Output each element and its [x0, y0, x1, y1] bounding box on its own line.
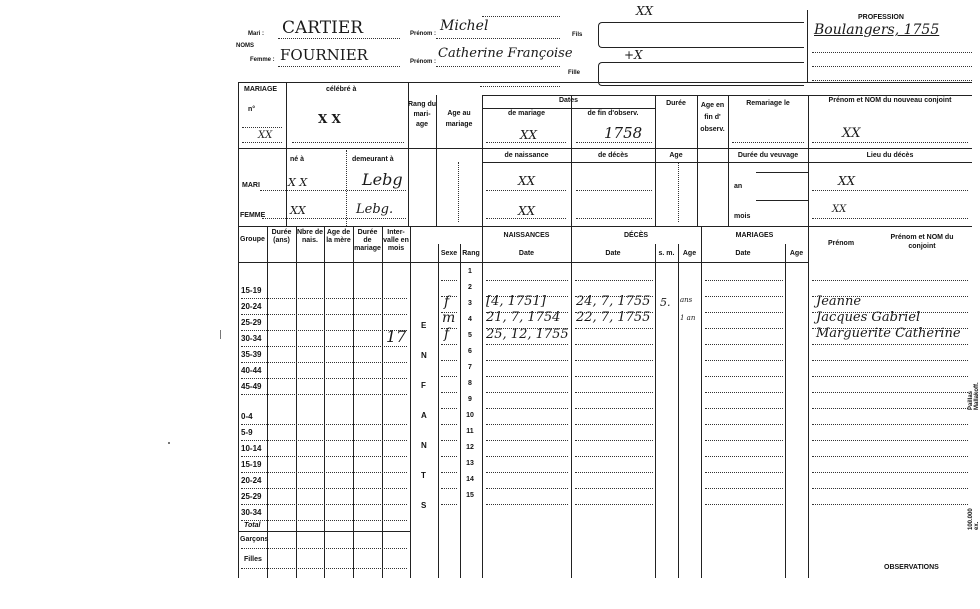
row-line	[812, 504, 968, 505]
row-line	[441, 488, 457, 489]
femme-naissance-value: XX	[518, 204, 536, 218]
row-line	[705, 296, 783, 297]
child-2-naissance: 21, 7, 1754	[486, 310, 561, 325]
demeurant-a-label: demeurant à	[352, 156, 394, 163]
row-line	[241, 314, 407, 315]
row-line	[241, 488, 407, 489]
nouveau-conjoint-label: Prénom et NOM du nouveau conjoint	[828, 97, 952, 104]
row-line	[575, 392, 653, 393]
row-line	[241, 472, 407, 473]
enfants-letter: N	[421, 441, 427, 450]
row-line	[441, 424, 457, 425]
femme-row-label: FEMME	[240, 212, 266, 219]
ne-a-label: né à	[290, 156, 305, 163]
row-line	[486, 488, 568, 489]
age-group: 5-9	[241, 428, 253, 437]
row-line	[812, 424, 968, 425]
row-line	[812, 280, 968, 281]
row-line	[441, 440, 457, 441]
fille-label: Fille	[568, 70, 581, 76]
rang-number: 2	[468, 284, 472, 291]
rang-number: 5	[468, 332, 472, 339]
child-1-sm: 5.	[660, 296, 671, 309]
row-line	[241, 394, 407, 395]
de-deces-label: de décès	[598, 152, 628, 159]
nbre-nais-header: Nbre de nais.	[296, 229, 324, 244]
child-1-deces: 24, 7, 1755	[576, 294, 651, 309]
row-line	[705, 472, 783, 473]
interval-value: 17	[386, 327, 407, 346]
de-naissance-label: de naissance	[504, 152, 549, 159]
mari-dem-value: Lebg	[362, 170, 403, 189]
row-line	[241, 548, 407, 549]
sexe-header: Sexe	[440, 250, 458, 257]
row-line	[486, 360, 568, 361]
age-fin-label: Age en fin d' observ.	[700, 102, 725, 133]
prenom-label-2: Prénom :	[410, 59, 437, 65]
observations-label: OBSERVATIONS	[884, 564, 939, 571]
age-mariage-label: Age au mariage	[445, 110, 473, 128]
prenom-label: Prénom :	[410, 31, 437, 37]
row-line	[441, 504, 457, 505]
age-group: 20-24	[241, 476, 262, 485]
profession-label: PROFESSION	[858, 14, 904, 21]
lieu-deces-label: Lieu du décès	[866, 152, 914, 159]
rang-mariage-label: Rang du mari-age	[408, 101, 436, 128]
row-line	[705, 376, 783, 377]
enfants-letter: T	[421, 471, 426, 480]
row-line	[705, 344, 783, 345]
row-line	[705, 488, 783, 489]
row-line	[705, 392, 783, 393]
row-line	[241, 330, 407, 331]
date-mariage-value: XX	[520, 128, 538, 142]
row-line	[705, 312, 783, 313]
mariage-title: MARIAGE	[244, 86, 278, 93]
age-group: 25-29	[241, 492, 262, 501]
total-line	[238, 531, 410, 532]
row-line	[705, 440, 783, 441]
rang-number: 3	[468, 300, 472, 307]
child-3-naissance: 25, 12, 1755	[486, 327, 569, 342]
row-line	[241, 298, 407, 299]
age-group: 30-34	[241, 334, 262, 343]
row-line	[486, 456, 568, 457]
mariages-header: MARIAGES	[735, 232, 774, 239]
row-line	[241, 424, 407, 425]
print-count: 100.000 ex.	[968, 508, 980, 530]
rang-number: 6	[468, 348, 472, 355]
row-line	[241, 440, 407, 441]
profession-value: Boulangers, 1755	[814, 22, 940, 38]
child-1-naissance: [4, 1751]	[486, 294, 546, 309]
dates-label: Dates	[558, 97, 579, 104]
mari-ne-value: X X	[288, 176, 308, 189]
age-group: 0-4	[241, 412, 253, 421]
row-line	[812, 360, 968, 361]
row-line	[241, 378, 407, 379]
lieu-deces-value: XX	[838, 174, 856, 188]
celebre-label: célébré à	[326, 86, 357, 93]
age-group: 10-14	[241, 444, 262, 453]
row-line	[575, 456, 653, 457]
age-group: 40-44	[241, 366, 262, 375]
row-line	[812, 408, 968, 409]
femme-prenom: Catherine Françoise	[438, 46, 573, 61]
age-group: 45-49	[241, 382, 262, 391]
row-line	[812, 456, 968, 457]
row-line	[575, 280, 653, 281]
row-line	[575, 472, 653, 473]
filles-label: Filles	[244, 556, 262, 563]
rang-header: Rang	[462, 250, 480, 257]
date-header-mariage: Date	[735, 250, 751, 257]
child-1-prenom: Jeanne	[816, 294, 862, 309]
femme-dem-value: Lebg.	[356, 202, 394, 217]
row-line	[486, 280, 568, 281]
child-1-sexe: f	[444, 294, 450, 310]
age-group: 25-29	[241, 318, 262, 327]
no-label: n°	[248, 106, 256, 113]
row-line	[441, 408, 457, 409]
row-line	[812, 376, 968, 377]
femme-surname: FOURNIER	[280, 46, 368, 64]
de-mariage-label: de mariage	[508, 110, 545, 117]
duree-label: Durée	[666, 100, 686, 107]
rang-number: 8	[468, 380, 472, 387]
row-line	[241, 362, 407, 363]
age-group: 15-19	[241, 460, 262, 469]
row-line	[241, 346, 407, 347]
date-header-deces: Date	[605, 250, 621, 257]
fils-label: Fils	[572, 32, 583, 38]
age-header-mariage: Age	[789, 250, 804, 257]
prenom-header: Prénom	[828, 240, 855, 247]
row-line	[486, 504, 568, 505]
row-line	[486, 344, 568, 345]
sm-header: s. m.	[658, 250, 675, 257]
row-line	[575, 488, 653, 489]
row-line	[705, 408, 783, 409]
nouveau-conjoint-value: XX	[842, 126, 861, 141]
rang-number: 11	[466, 428, 474, 435]
child-2-prenom: Jacques Gabriel	[816, 310, 921, 325]
femme-label: Femme :	[250, 57, 275, 63]
rang-number: 12	[466, 444, 474, 451]
row-line	[575, 504, 653, 505]
age-group: 20-24	[241, 302, 262, 311]
child-2-age: 1 an	[680, 314, 696, 322]
enfants-letter: E	[421, 321, 427, 330]
mark-mid: +X	[624, 48, 643, 62]
row-line	[812, 440, 968, 441]
row-line	[241, 504, 407, 505]
rang-number: 15	[466, 492, 474, 499]
row-line	[575, 344, 653, 345]
de-fin-observ-label: de fin d'observ.	[587, 110, 639, 117]
age-header-deces: Age	[682, 250, 697, 257]
enfants-letter: S	[421, 501, 427, 510]
row-line	[441, 344, 457, 345]
groupe-header: Groupe	[240, 236, 265, 243]
mark-top: XX	[636, 4, 654, 18]
garcons-label: Garçons	[240, 536, 269, 543]
age-group: 30-34	[241, 508, 262, 517]
child-2-sexe: m	[442, 310, 456, 326]
row-line	[705, 424, 783, 425]
row-line	[575, 328, 653, 329]
row-line	[486, 472, 568, 473]
noms-label: NOMS	[236, 43, 254, 49]
row-line	[441, 392, 457, 393]
mari-label: Mari :	[248, 31, 265, 37]
child-3-prenom: Marguerite Catherine	[816, 326, 961, 341]
lieu-deces-value-2: XX	[832, 204, 847, 215]
enfants-letter: F	[421, 381, 426, 390]
row-line	[705, 360, 783, 361]
row-line	[575, 408, 653, 409]
rang-number: 10	[466, 412, 474, 419]
celebre-value: X X	[318, 112, 341, 126]
row-line	[575, 376, 653, 377]
an-label: an	[734, 183, 743, 190]
row-line	[812, 472, 968, 473]
row-line	[441, 456, 457, 457]
remariage-label: Remariage le	[746, 100, 790, 107]
row-line	[575, 440, 653, 441]
row-line	[441, 280, 457, 281]
row-line	[241, 568, 407, 569]
row-line	[441, 360, 457, 361]
rang-number: 7	[468, 364, 472, 371]
date-header-naiss: Date	[518, 250, 535, 257]
printer-note: Paillas Mallakoff.	[968, 382, 980, 410]
no-value: XX	[258, 130, 273, 141]
row-line	[812, 344, 968, 345]
row-line	[486, 424, 568, 425]
mari-row-label: MARI	[242, 182, 260, 189]
row-line	[486, 440, 568, 441]
fin-observ-value: 1758	[604, 124, 643, 142]
row-line	[241, 456, 407, 457]
mari-prenom: Michel	[440, 18, 489, 34]
row-line	[705, 280, 783, 281]
age-label: Age	[669, 152, 683, 159]
rang-number: 9	[468, 396, 472, 403]
duree-ans-header: Durée (ans)	[271, 229, 292, 244]
total-label: Total	[244, 522, 261, 529]
row-line	[575, 424, 653, 425]
row-line	[575, 360, 653, 361]
naissances-header: NAISSANCES	[503, 232, 550, 239]
enfants-letter: N	[421, 351, 427, 360]
row-line	[241, 520, 407, 521]
rang-number: 13	[466, 460, 474, 467]
child-1-age: ans	[680, 296, 693, 304]
mari-naissance-value: XX	[518, 174, 536, 188]
child-3-sexe: f	[444, 326, 450, 342]
mari-surname: CARTIER	[282, 18, 364, 38]
age-group: 35-39	[241, 350, 262, 359]
row-line	[486, 392, 568, 393]
row-line	[441, 376, 457, 377]
age-group: 15-19	[241, 286, 262, 295]
age-mere-header: Age de la mère	[326, 229, 351, 244]
rang-number: 14	[466, 476, 474, 483]
row-line	[812, 392, 968, 393]
duree-veuvage-label: Durée du veuvage	[737, 152, 799, 159]
rang-number: 1	[468, 268, 472, 275]
row-line	[705, 456, 783, 457]
row-line	[441, 472, 457, 473]
duree-mariage-header: Durée de mariage	[354, 229, 381, 252]
row-line	[812, 488, 968, 489]
row-line	[705, 328, 783, 329]
child-2-deces: 22, 7, 1755	[576, 310, 651, 325]
intervalle-header: Inter-valle en mois	[383, 229, 409, 252]
rang-number: 4	[468, 316, 472, 323]
row-line	[486, 408, 568, 409]
deces-header: DÉCÈS	[623, 232, 649, 239]
femme-ne-value: XX	[290, 204, 306, 217]
row-line	[486, 376, 568, 377]
mois-label: mois	[734, 213, 751, 220]
enfants-letter: A	[421, 411, 427, 420]
conjoint-header: Prénom et NOM du conjoint	[890, 234, 954, 250]
row-line	[705, 504, 783, 505]
